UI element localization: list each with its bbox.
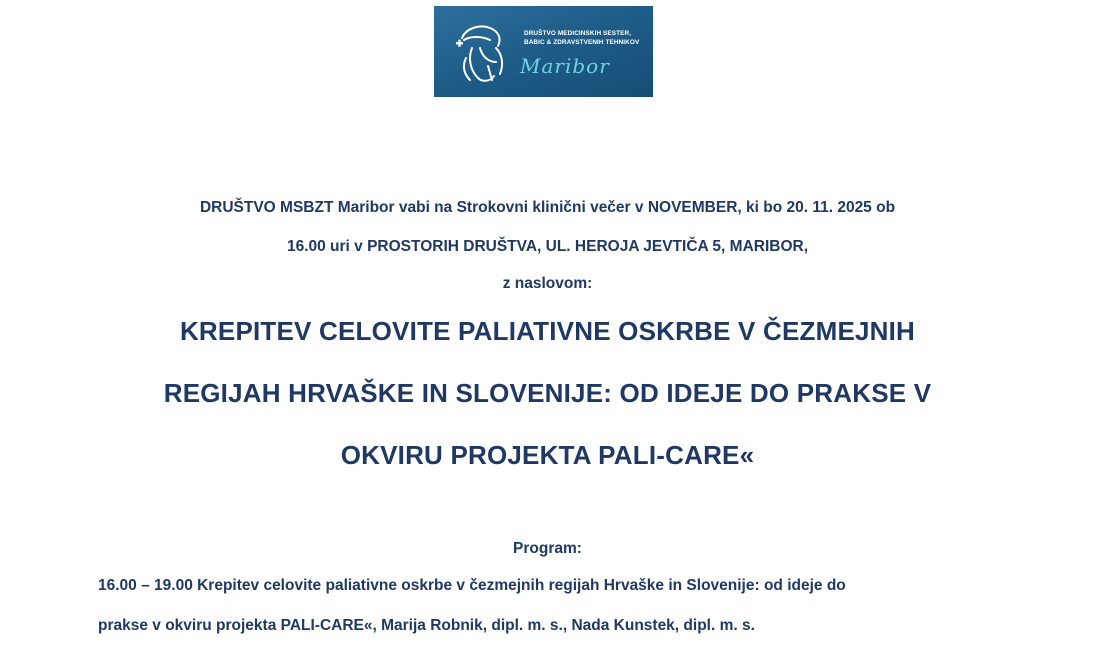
- title-line-3: OKVIRU PROJEKTA PALI-CARE«: [340, 440, 755, 470]
- program-item-line-2: prakse v okviru projekta PALI-CARE«, Marija Robnik, dipl. m. s., Nada Kunstek, dipl. m. s.: [98, 617, 755, 634]
- invitation-line-1: DRUŠTVO MSBZT Maribor vabi na Strokovni klinični večer v NOVEMBER, ki bo 20. 11. 2025 ob: [199, 199, 896, 216]
- logo-script-maribor: Maribor: [520, 54, 610, 78]
- nurse-emblem-icon: [452, 18, 516, 86]
- society-logo: [434, 6, 653, 97]
- title-line-1: KREPITEV CELOVITE PALIATIVNE OSKRBE V ČEZMEJNIH: [179, 316, 916, 346]
- title-line-2: REGIJAH HRVAŠKE IN SLOVENIJE: OD IDEJE DO PRAKSE V: [163, 378, 932, 408]
- program-heading: Program:: [513, 540, 582, 557]
- logo-text-line-2: BABIC & ZDRAVSTVENIH TEHNIKOV: [524, 39, 640, 46]
- invitation-line-2: 16.00 uri v PROSTORIH DRUŠTVA, UL. HEROJA JEVTIČA 5, MARIBOR,: [286, 238, 809, 255]
- program-item-line-1: 16.00 – 19.00 Krepitev celovite paliativne oskrbe v čezmejnih regijah Hrvaške in Slovenije: od ideje do: [98, 577, 846, 594]
- logo-text-line-1: DRUŠTVO MEDICINSKIH SESTER,: [524, 30, 632, 37]
- invitation-line-3: z naslovom:: [502, 275, 593, 292]
